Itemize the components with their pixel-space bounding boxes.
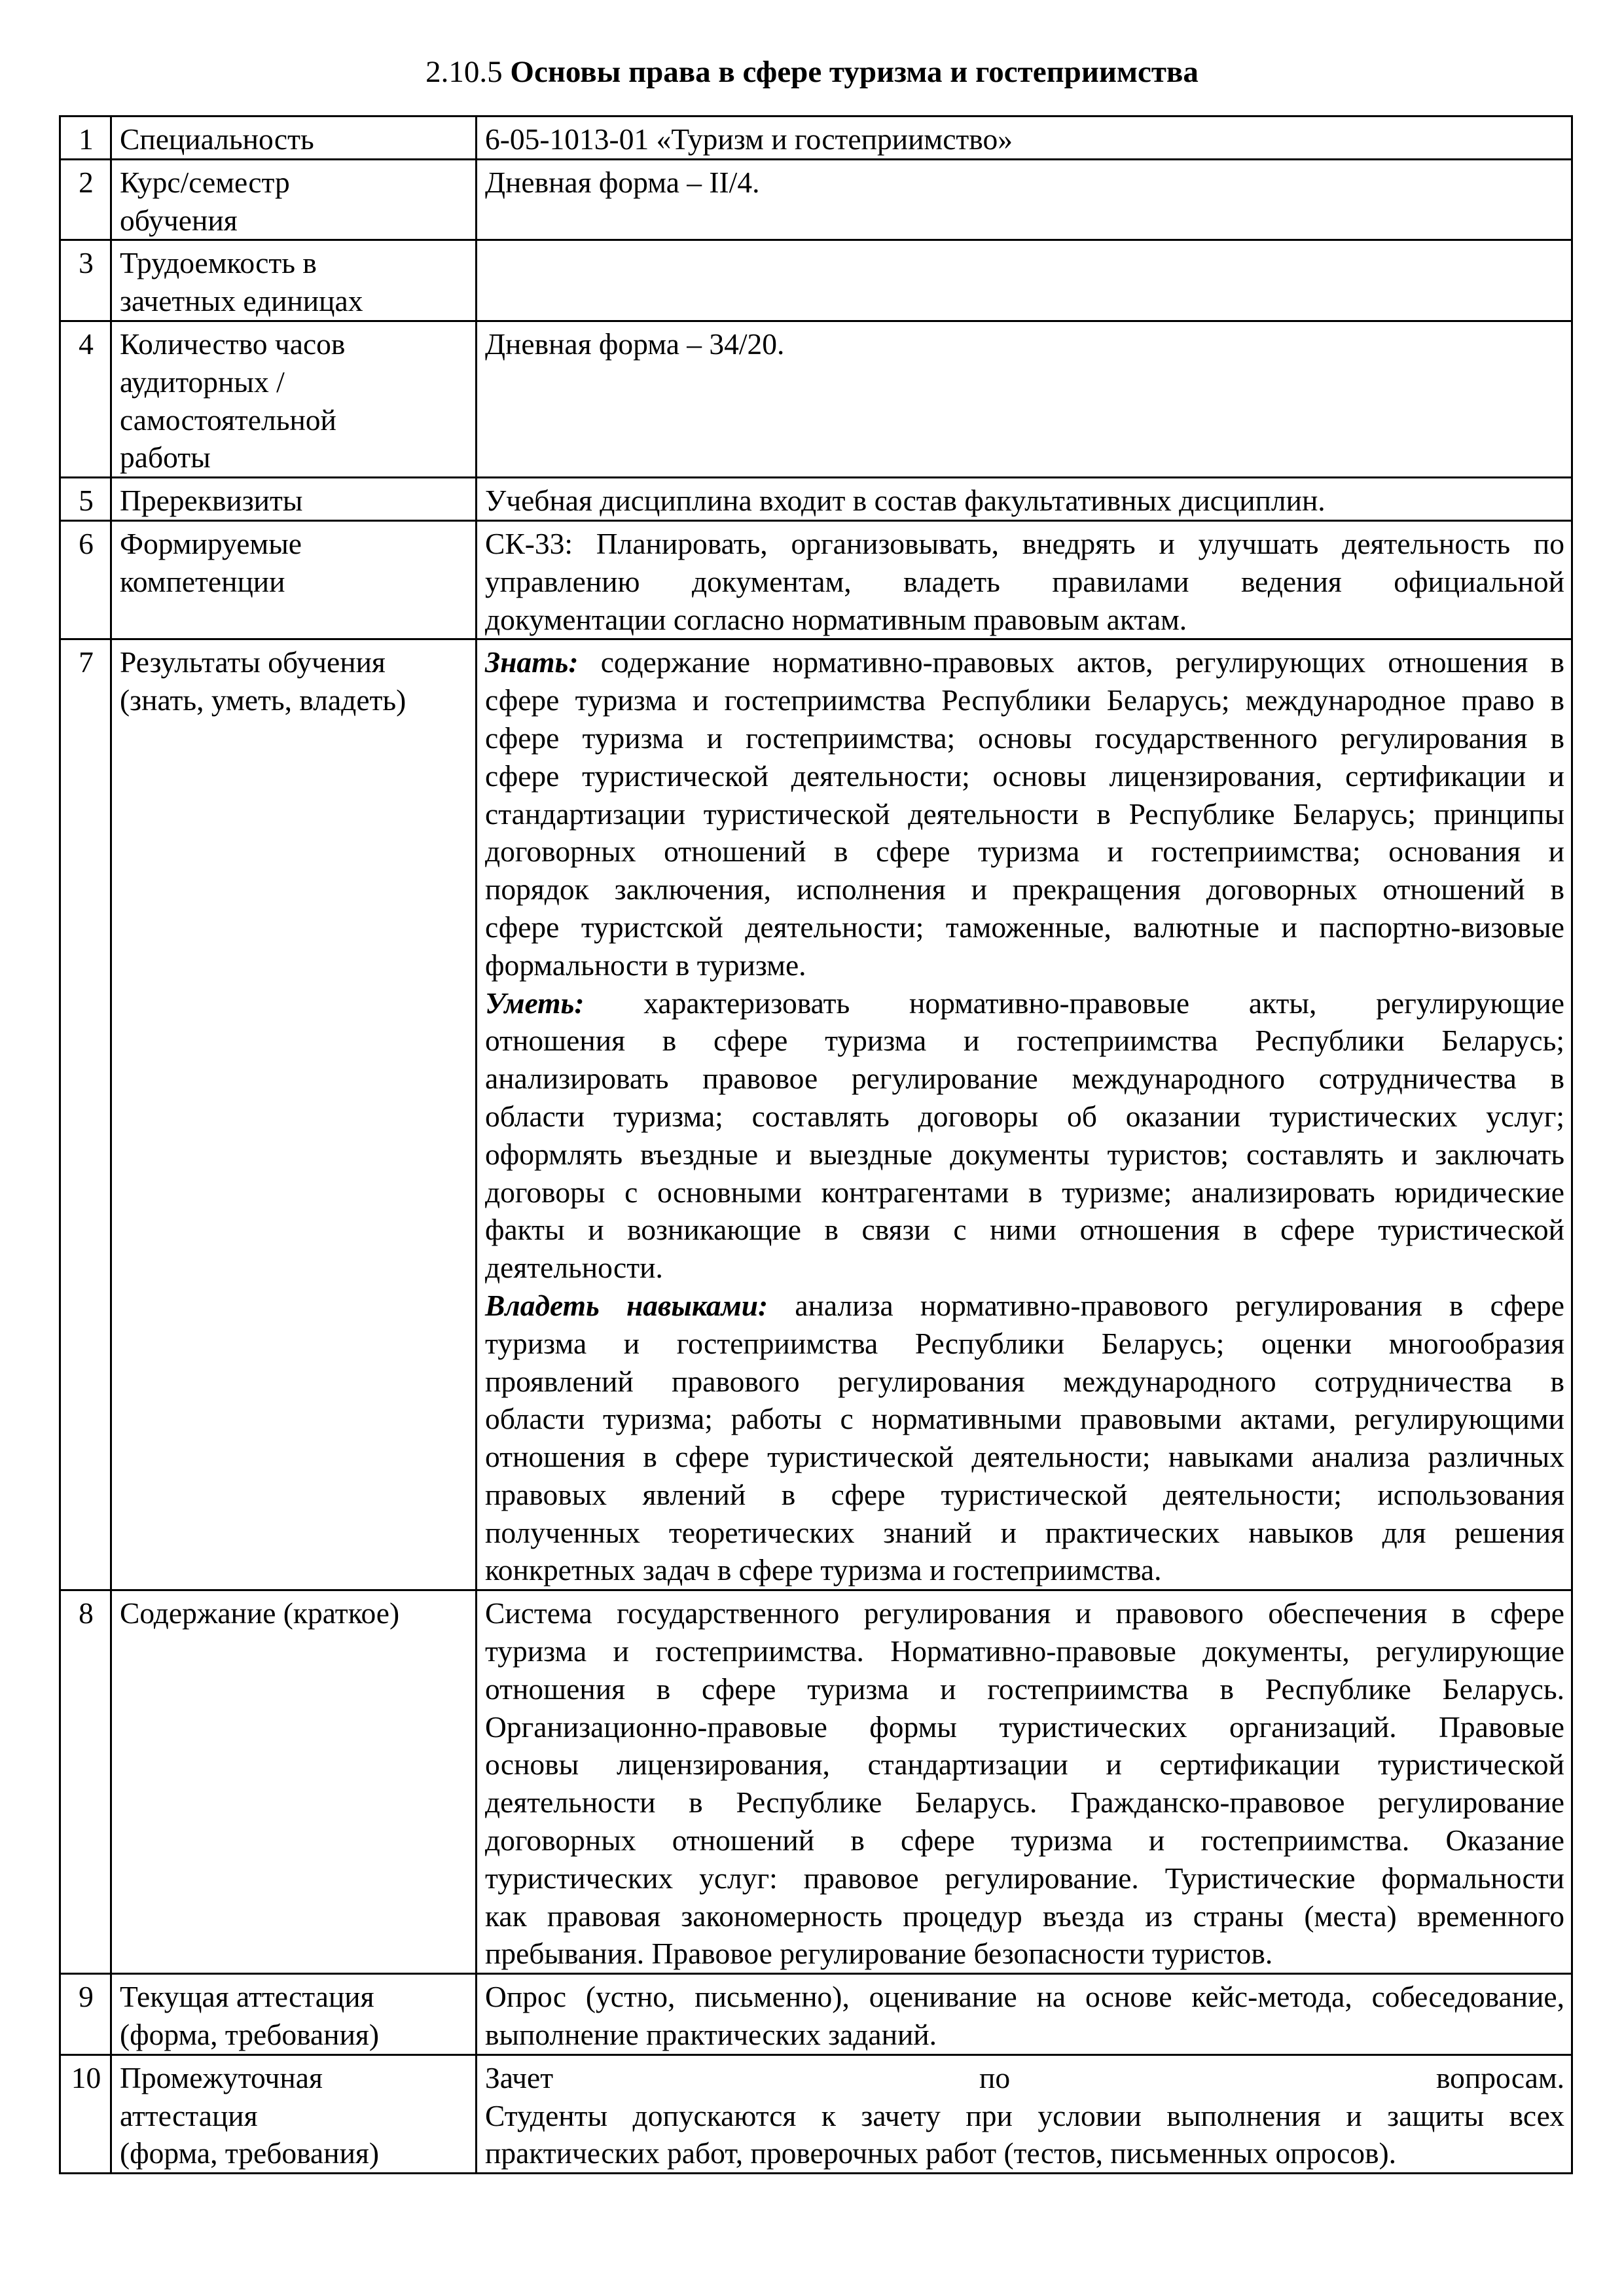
row-value	[477, 321, 1572, 477]
section-text: характеризовать нормативно-правовые акты, регулирующие	[643, 986, 1565, 1020]
row-value-line	[485, 1325, 1564, 1363]
section-lead: Владеть навыками:	[485, 1288, 768, 1322]
row-value-line	[485, 870, 1564, 908]
section-text: деятельности.	[485, 1251, 663, 1285]
row-label-line: Специальность	[120, 122, 314, 156]
table-row	[60, 478, 1572, 521]
row-value-line	[485, 1022, 1564, 1060]
row-label	[111, 520, 477, 639]
row-value-line: договорных отношений в сфере туризма и гостеприимства. Оказание	[485, 1823, 1564, 1857]
row-label	[111, 478, 477, 521]
section-lead: Знать:	[485, 645, 579, 679]
section-text: договорных отношений в сфере туризма и гостеприимства; основания и	[485, 834, 1564, 869]
section-text: стандартизации туристической деятельности в Республике Беларусь; принципы	[485, 797, 1564, 831]
row-number: 1	[60, 117, 111, 160]
row-label-line: Текущая аттестация	[120, 1980, 374, 2014]
section-text: конкретных задач в сфере туризма и гостеприимства.	[485, 1553, 1162, 1587]
row-value-line	[485, 681, 1564, 719]
row-value-line	[485, 1551, 1564, 1589]
row-label-line: Результаты обучения	[120, 645, 386, 679]
row-value-line	[485, 833, 1564, 870]
row-value	[477, 1974, 1572, 2055]
row-label	[111, 240, 477, 321]
section-text: полученных теоретических знаний и практических навыков для решения	[485, 1515, 1564, 1549]
table-row	[60, 159, 1572, 240]
row-number: 8	[60, 1590, 111, 1974]
row-label	[111, 117, 477, 160]
row-value-line: практических работ, проверочных работ (тестов, письменных опросов).	[485, 2136, 1397, 2170]
row-value-line	[485, 1400, 1564, 1438]
row-value-line: документации согласно нормативным правовым актам.	[485, 602, 1187, 636]
row-value-line: Зачет по вопросам.	[485, 2060, 1564, 2094]
title-number: 2.10.5	[425, 55, 503, 89]
row-value	[477, 1590, 1572, 1974]
row-value-line: Учебная дисциплина входит в состав факультативных дисциплин.	[485, 484, 1326, 518]
row-value-line: отношения в сфере туризма и гостеприимства в Республике Беларусь.	[485, 1672, 1564, 1706]
row-number: 6	[60, 520, 111, 639]
section-text: анализировать правовое регулирование международного сотрудничества в	[485, 1062, 1564, 1096]
row-label-line: зачетных единицах	[120, 284, 363, 318]
row-value-line: управлению документам, владеть правилами ведения официальной	[485, 564, 1564, 598]
row-label-line: Курс/семестр	[120, 165, 290, 199]
row-value-line: Организационно-правовые формы туристических организаций. Правовые	[485, 1710, 1564, 1744]
row-label	[111, 639, 477, 1590]
row-label-line: обучения	[120, 203, 238, 237]
section-text: сфере туризма и гостеприимства; основы государственного регулирования в	[485, 721, 1564, 755]
row-value-line	[485, 1514, 1564, 1552]
row-value	[477, 240, 1572, 321]
row-label-line: Трудоемкость в	[120, 246, 317, 280]
row-value-line	[485, 1211, 1564, 1249]
row-number: 4	[60, 321, 111, 477]
row-value-line	[485, 1136, 1564, 1174]
section-text: отношения в сфере туристической деятельности; навыками анализа различных	[485, 1440, 1564, 1474]
row-value	[477, 117, 1572, 160]
row-value-line: туристических услуг: правовое регулирование. Туристические формальности	[485, 1861, 1564, 1895]
section-text: оформлять въездные и выездные документы туристов; составлять и заключать	[485, 1137, 1564, 1171]
row-value-line	[485, 1098, 1564, 1136]
row-value-line: Система государственного регулирования и правового обеспечения в сфере	[485, 1596, 1564, 1630]
row-value-line: Опрос (устно, письменно), оценивание на основе кейс-метода, собеседование,	[485, 1980, 1564, 2014]
row-value-line: Студенты допускаются к зачету при условии выполнения и защиты всех	[485, 2098, 1564, 2132]
row-label-line: аттестация	[120, 2098, 258, 2132]
row-value-line	[485, 1174, 1564, 1211]
row-label	[111, 159, 477, 240]
row-value	[477, 639, 1572, 1590]
row-value-line: деятельности в Республике Беларусь. Гражданско-правовое регулирование	[485, 1785, 1564, 1820]
row-label	[111, 1590, 477, 1974]
section-text: содержание нормативно-правовых актов, регулирующих отношения в	[600, 645, 1565, 679]
row-value-line	[485, 719, 1564, 757]
row-value-line: выполнение практических заданий.	[485, 2018, 937, 2052]
row-value-line: основы лицензирования, стандартизации и сертификации туристической	[485, 1748, 1564, 1782]
row-value	[477, 478, 1572, 521]
row-value	[477, 2054, 1572, 2173]
row-label-line: (знать, уметь, владеть)	[120, 683, 406, 717]
table-row	[60, 639, 1572, 1590]
section-text: сфере туризма и гостеприимства Республики Беларусь; международное право в	[485, 683, 1564, 717]
row-value-line	[485, 1363, 1564, 1401]
section-text: правовых явлений в сфере туристической деятельности; использования	[485, 1477, 1564, 1511]
row-value-line	[485, 946, 1564, 984]
row-label	[111, 2054, 477, 2173]
row-value-line: туризма и гостеприимства. Нормативно-правовые документы, регулирующие	[485, 1634, 1564, 1668]
section-text: порядок заключения, исполнения и прекращения договорных отношений в	[485, 872, 1564, 906]
row-label-line: (форма, требования)	[120, 2018, 380, 2052]
row-label-line: Пререквизиты	[120, 484, 303, 518]
row-value-line: как правовая закономерность процедур въезда из страны (места) временного	[485, 1899, 1564, 1933]
document-title	[0, 51, 1624, 93]
section-lead: Уметь:	[485, 986, 585, 1020]
row-value	[477, 520, 1572, 639]
table-row	[60, 321, 1572, 477]
table-row	[60, 117, 1572, 160]
row-value-line	[485, 1060, 1564, 1098]
section-text: области туризма; составлять договоры об оказании туристических услуг;	[485, 1099, 1564, 1133]
row-number: 9	[60, 1974, 111, 2055]
row-label-line: компетенции	[120, 564, 285, 598]
title-text: Основы права в сфере туризма и гостеприимства	[510, 55, 1199, 89]
row-value	[477, 159, 1572, 240]
row-value-line: пребывания. Правовое регулирование безопасности туристов.	[485, 1937, 1273, 1971]
row-label	[111, 321, 477, 477]
table-row	[60, 1590, 1572, 1974]
row-value-line	[485, 1476, 1564, 1514]
row-label	[111, 1974, 477, 2055]
table-row	[60, 520, 1572, 639]
section-text: отношения в сфере туризма и гостеприимства Республики Беларусь;	[485, 1024, 1564, 1058]
section-text: анализа нормативно-правового регулирования в сфере	[795, 1288, 1565, 1322]
row-label-line: работы	[120, 440, 211, 475]
row-label-line: Количество часов	[120, 327, 346, 361]
row-label-line: Содержание (краткое)	[120, 1596, 400, 1630]
row-number: 5	[60, 478, 111, 521]
section-text: сфере туристской деятельности; таможенные, валютные и паспортно-визовые	[485, 910, 1564, 944]
section-text: факты и возникающие в связи с ними отношения в сфере туристической	[485, 1213, 1564, 1247]
section-text: проявлений правового регулирования международного сотрудничества в	[485, 1364, 1564, 1398]
row-value-line	[485, 1438, 1564, 1476]
row-value-line	[485, 984, 1564, 1022]
section-text: сфере туристической деятельности; основы лицензирования, сертификации и	[485, 759, 1564, 793]
row-number: 10	[60, 2054, 111, 2173]
table-row	[60, 1974, 1572, 2055]
section-text: области туризма; работы с нормативными правовыми актами, регулирующими	[485, 1402, 1564, 1436]
row-label-line: самостоятельной	[120, 403, 336, 437]
row-label-line: (форма, требования)	[120, 2136, 380, 2170]
row-value-line: СК-33: Планировать, организовывать, внедрять и улучшать деятельность по	[485, 526, 1564, 560]
row-number: 7	[60, 639, 111, 1590]
row-value-line: Дневная форма – II/4.	[485, 165, 760, 199]
row-value-line: Дневная форма – 34/20.	[485, 327, 785, 361]
row-value-line	[485, 643, 1564, 681]
table-row	[60, 240, 1572, 321]
row-label-line: аудиторных /	[120, 365, 285, 399]
row-label-line: Промежуточная	[120, 2060, 323, 2094]
syllabus-table	[59, 115, 1573, 2174]
row-label-line: Формируемые	[120, 526, 302, 560]
section-text: формальности в туризме.	[485, 948, 806, 982]
row-number: 3	[60, 240, 111, 321]
row-value-line	[485, 757, 1564, 795]
row-value-line: 6-05-1013-01 «Туризм и гостеприимство»	[485, 122, 1013, 156]
row-value-line	[485, 1249, 1564, 1287]
section-text: договоры с основными контрагентами в туризме; анализировать юридические	[485, 1175, 1564, 1209]
section-text: туризма и гостеприимства Республики Беларусь; оценки многообразия	[485, 1326, 1564, 1360]
table-row	[60, 2054, 1572, 2173]
row-value-line	[485, 908, 1564, 946]
row-value-line	[485, 795, 1564, 833]
row-value-line	[485, 1287, 1564, 1325]
row-number: 2	[60, 159, 111, 240]
